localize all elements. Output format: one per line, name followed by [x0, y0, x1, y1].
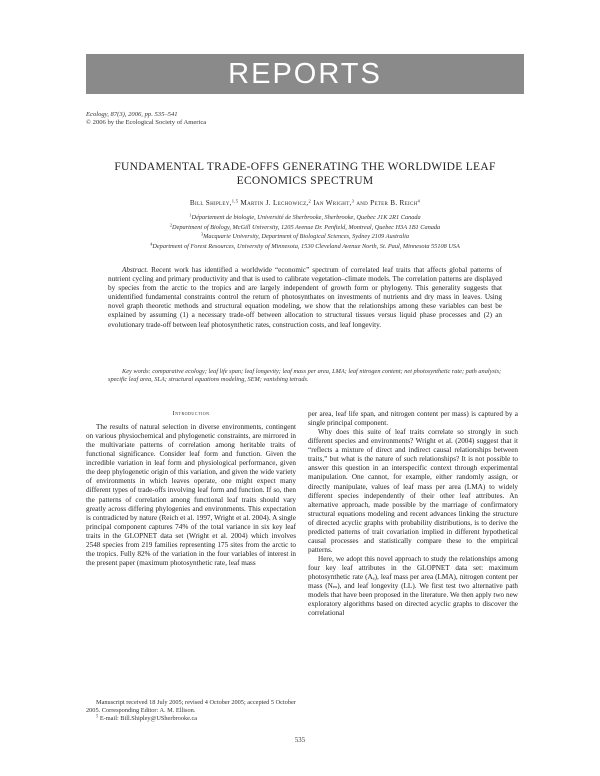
left-column — [86, 423, 296, 568]
footnote — [86, 699, 296, 723]
page-number: 535 — [294, 737, 306, 744]
title-line-2: ECONOMICS SPECTRUM — [236, 175, 374, 187]
keywords-label: Key words: — [122, 368, 151, 375]
author-list — [86, 199, 524, 208]
abstract — [108, 266, 502, 330]
affiliation-text: Department of Forest Resources, University of Minnesota, 1530 Cleveland Avenue North, St. Paul, Minnesota 55108 USA — [152, 242, 460, 250]
footnote-mark: 5 — [96, 713, 99, 719]
author-name: and Peter B. Reich — [356, 199, 418, 207]
section-banner: REPORTS — [86, 54, 524, 94]
author-mark: 2 — [308, 198, 312, 204]
author-name: Ian Wright, — [313, 199, 352, 207]
affiliation-mark: 4 — [150, 241, 153, 247]
body-paragraph: Why does this suite of leaf traits correlate so strongly in such different species and environments? Wright et al. (2004) suggest that it “reflects a mixture of direct and indirect causal relationships between traits,” but what is the nature of such relationships? It is not possible to answer this question in an interspecific context through experimental manipulation. One cannot, for example, either randomly assign, or directly manipulate, values of leaf mass per area (LMA) to widely different species independently of their other leaf attributes. An alternative approach, made possible by the marriage of confirmatory structural equations modeling and recent advances linking the structure of directed acyclic graphs with probability distributions, is to derive the predicted patterns of trait covariation implied in different hypothetical causal processes and statistically compare these to the empirical patterns. — [308, 428, 518, 554]
affiliation-text: Macquarie University, Department of Biological Sciences, Sydney 2109 Australia — [203, 233, 410, 241]
abstract-text: Recent work has identified a worldwide “economic” spectrum of correlated leaf traits that affects global patterns of nutrient cycling and primary productivity and that is used to calibrate vegetation–climate models. The correlation patterns are displayed by species from the arctic to the tropics and are largely independent of growth form or phylogeny. This generality suggests that unidentified fundamental constraints control the return of photosynthates on investments of nutrients and dry mass in leaves. Using novel graph theoretic methods and structural equation modeling, we show that the relationships among these variables can best be explained by assuming (1) a necessary trade-off between allocation to structural tissues versus liquid phase processes and (2) an evolutionary trade-off between leaf photosynthetic rates, construction costs, and leaf longevity. — [108, 266, 503, 329]
footnote-email-text: E-mail: Bill.Shipley@USherbrooke.ca — [99, 714, 198, 722]
body-paragraph: The results of natural selection in diverse environments, contingent on various physiochemical and phylogenetic constraints, are mirrored in the multivariate patterns of correlation among heritable traits of functional significance. Consider leaf form and function. Given the incredible variation in leaf form and physiological performance, given the deep phylogenetic origin of this variation, and given the wide variety of environments in which leaves operate, one might expect many different types of trade-offs involving leaf form and function. If so, then the patterns of correlation among functional leaf traits should vary greatly across differing phylogenies and environments. This expectation is contradicted by nature (Reich et al. 1997, Wright et al. 2004). A single principal component captures 74% of the total variance in six key leaf traits in the GLOPNET data set (Wright et al. 2004) which involves 2548 species from 219 families representing 175 sites from the arctic to the tropics. Fully 82% of the variation in the four variables of interest in the present paper (maximum photosynthetic rate, leaf mass — [86, 423, 296, 567]
keywords-text: comparative ecology; leaf life span; leaf longevity; leaf mass per area, LMA; leaf nitrogen content; net photosynthetic rate; path analysis; specific leaf area, SLA; structural equations modeling, SEM; vanishing tetrads. — [108, 368, 502, 383]
article-title — [86, 160, 524, 188]
author-name: Martin J. Lechowicz, — [240, 199, 309, 207]
section-heading: Introduction — [172, 410, 210, 417]
author-mark: 4 — [417, 198, 421, 204]
author-mark: 1,5 — [231, 198, 239, 204]
affiliation-mark: 1 — [189, 212, 192, 218]
body-paragraph: Here, we adopt this novel approach to study the relationships among four key leaf attributes in the GLOPNET data set: maximum photosynthetic rate (Aₐ), leaf mass per area (LMA), nitrogen content per mass (Nₘ), and leaf longevity (LL). We first test two alternative path models that have been proposed in the literature. We then apply two new exploratory algorithms based on directed acyclic graphs to discover the correlational — [308, 555, 518, 618]
body-paragraph: per area, leaf life span, and nitrogen content per mass) is captured by a single principal component. — [308, 410, 518, 428]
affiliation — [86, 242, 524, 252]
footnote-received: Manuscript received 18 July 2005; revised 4 October 2005; accepted 5 October 2005. Corresponding Editor: A. M. Ellison. — [86, 699, 296, 714]
affiliation — [86, 223, 524, 233]
affiliation-mark: 3 — [200, 231, 204, 237]
author-name: Bill Shipley, — [189, 199, 232, 207]
abstract-label: Abstract. — [122, 266, 149, 274]
journal-info — [86, 111, 386, 127]
journal-citation: Ecology, 87(3), 2006, pp. 535–541 — [86, 111, 178, 118]
affiliation-text: Department of Biology, McGill University, 1205 Avenue Dr. Penfield, Montreal, Quebec H3A 1B1 Canada — [172, 223, 441, 231]
affiliation — [86, 213, 524, 223]
author-mark: 3 — [351, 198, 355, 204]
affiliation-mark: 2 — [169, 222, 173, 228]
affiliation-text: Département de biologie, Université de Sherbrooke, Sherbrooke, Quebec J1K 2R1 Canada — [191, 214, 421, 221]
copyright-line: © 2006 by the Ecological Society of America — [86, 119, 207, 126]
title-line-1: FUNDAMENTAL TRADE-OFFS GENERATING THE WORLDWIDE LEAF — [114, 161, 496, 173]
keywords — [108, 368, 502, 384]
right-column — [308, 410, 518, 618]
affiliation-list — [86, 213, 524, 251]
footnote-email — [86, 715, 296, 723]
